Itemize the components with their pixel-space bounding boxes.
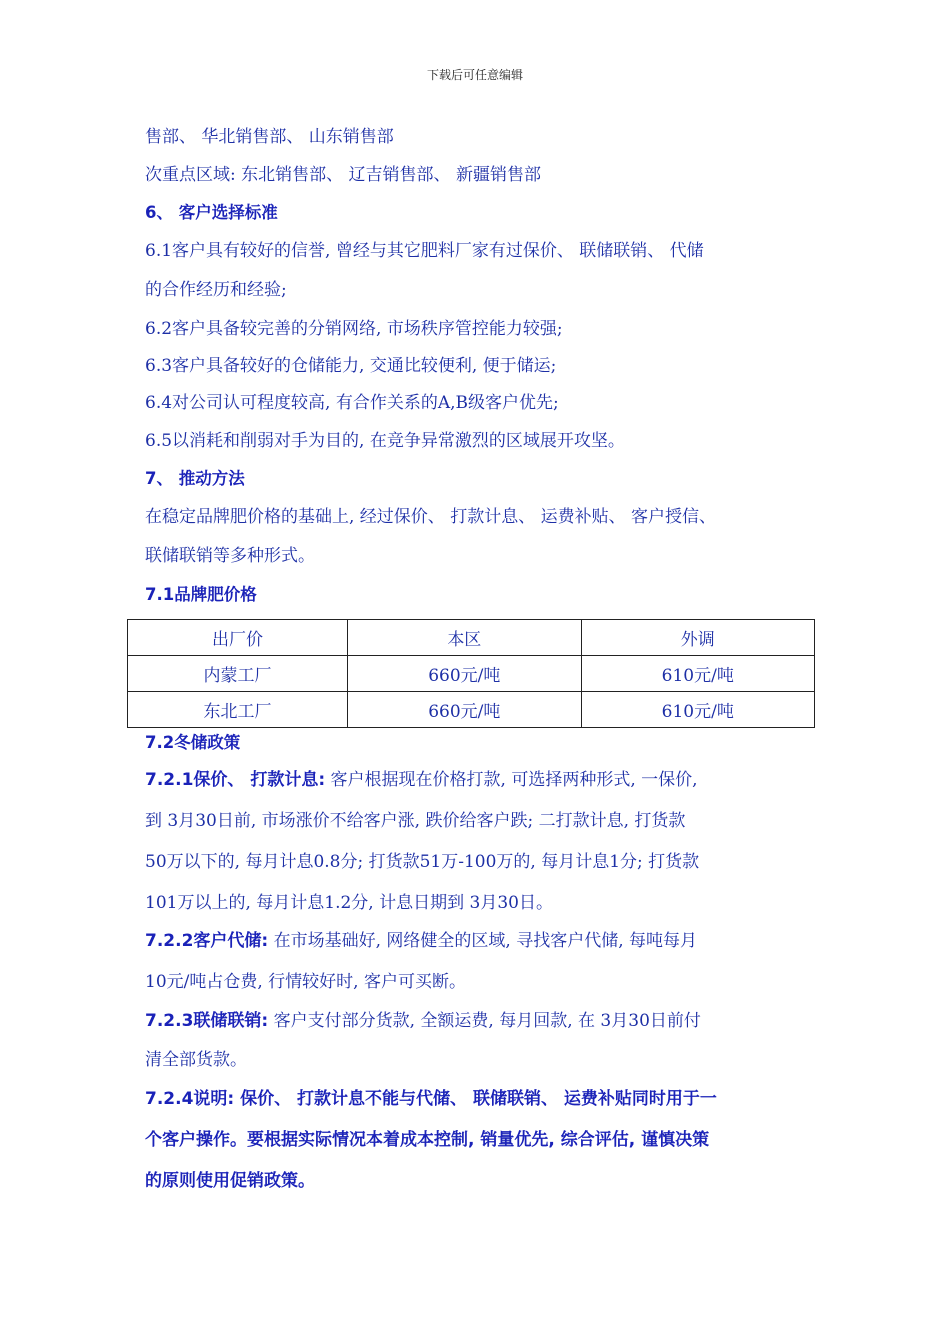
item-title: 7.2.3联储联销: [145, 1011, 269, 1031]
item-text: 客户根据现在价格打款, 可选择两种形式, 一保价, [325, 770, 698, 790]
text-line: 6.1客户具有较好的信誉, 曾经与其它肥料厂家有过保价、 联储联销、 代储 [145, 241, 704, 261]
text-line: 在稳定品牌肥价格的基础上, 经过保价、 打款计息、 运费补贴、 客户授信、 [145, 507, 717, 527]
price-table [127, 619, 815, 728]
table-header-row [128, 620, 815, 656]
text-line: 清全部货款。 [145, 1050, 247, 1070]
table-header-cell: 出厂价 [128, 620, 348, 656]
item-text: 在市场基础好, 网络健全的区域, 寻找客户代储, 每吨每月 [268, 931, 698, 951]
item-title: 7.2.2客户代储: [145, 931, 269, 951]
table-cell: 610元/吨 [581, 692, 814, 728]
text-line: 6.3客户具备较好的仓储能力, 交通比较便利, 便于储运; [145, 356, 557, 376]
text-line [145, 769, 815, 791]
table-row [128, 656, 815, 692]
table-cell: 东北工厂 [128, 692, 348, 728]
table-header-cell: 本区 [348, 620, 581, 656]
note-line: 的原则使用促销政策。 [145, 1171, 315, 1191]
text-line: 6.2客户具备较完善的分销网络, 市场秩序管控能力较强; [145, 319, 563, 339]
text-line: 50万以下的, 每月计息0.8分; 打货款51万-100万的, 每月计息1分; 打货款 [145, 852, 700, 872]
text-line: 的合作经历和经验; [145, 280, 287, 300]
table-cell: 660元/吨 [348, 656, 581, 692]
section-heading: 7.2冬储政策 [145, 733, 241, 752]
table-row [128, 692, 815, 728]
item-title: 7.2.1保价、 打款计息: [145, 770, 326, 790]
text-line: 101万以上的, 每月计息1.2分, 计息日期到 3月30日。 [145, 893, 553, 913]
text-line: 到 3月30日前, 市场涨价不给客户涨, 跌价给客户跌; 二打款计息, 打货款 [145, 811, 686, 831]
text-line [145, 930, 815, 952]
text-line: 6.4对公司认可程度较高, 有合作关系的A,B级客户优先; [145, 393, 559, 413]
text-line: 次重点区域: 东北销售部、 辽吉销售部、 新疆销售部 [145, 165, 541, 185]
section-heading: 6、 客户选择标准 [145, 203, 278, 222]
note-line: 个客户操作。要根据实际情况本着成本控制, 销量优先, 综合评估, 谨慎决策 [145, 1130, 710, 1150]
page-header-note: 下载后可任意编辑 [426, 68, 523, 82]
table-cell: 610元/吨 [581, 656, 814, 692]
text-line: 售部、 华北销售部、 山东销售部 [145, 127, 394, 147]
note-line: 7.2.4说明: 保价、 打款计息不能与代储、 联储联销、 运费补贴同时用于一 [145, 1089, 717, 1109]
section-heading: 7.1品牌肥价格 [145, 585, 257, 604]
item-text: 客户支付部分货款, 全额运费, 每月回款, 在 3月30日前付 [268, 1011, 701, 1031]
text-line [145, 1010, 815, 1032]
text-line: 10元/吨占仓费, 行情较好时, 客户可买断。 [145, 972, 466, 992]
table-cell: 660元/吨 [348, 692, 581, 728]
text-line: 6.5以消耗和削弱对手为目的, 在竞争异常激烈的区域展开攻坚。 [145, 431, 625, 451]
table-header-cell: 外调 [581, 620, 814, 656]
table-cell: 内蒙工厂 [128, 656, 348, 692]
section-heading: 7、 推动方法 [145, 469, 245, 488]
text-line: 联储联销等多种形式。 [145, 546, 315, 566]
